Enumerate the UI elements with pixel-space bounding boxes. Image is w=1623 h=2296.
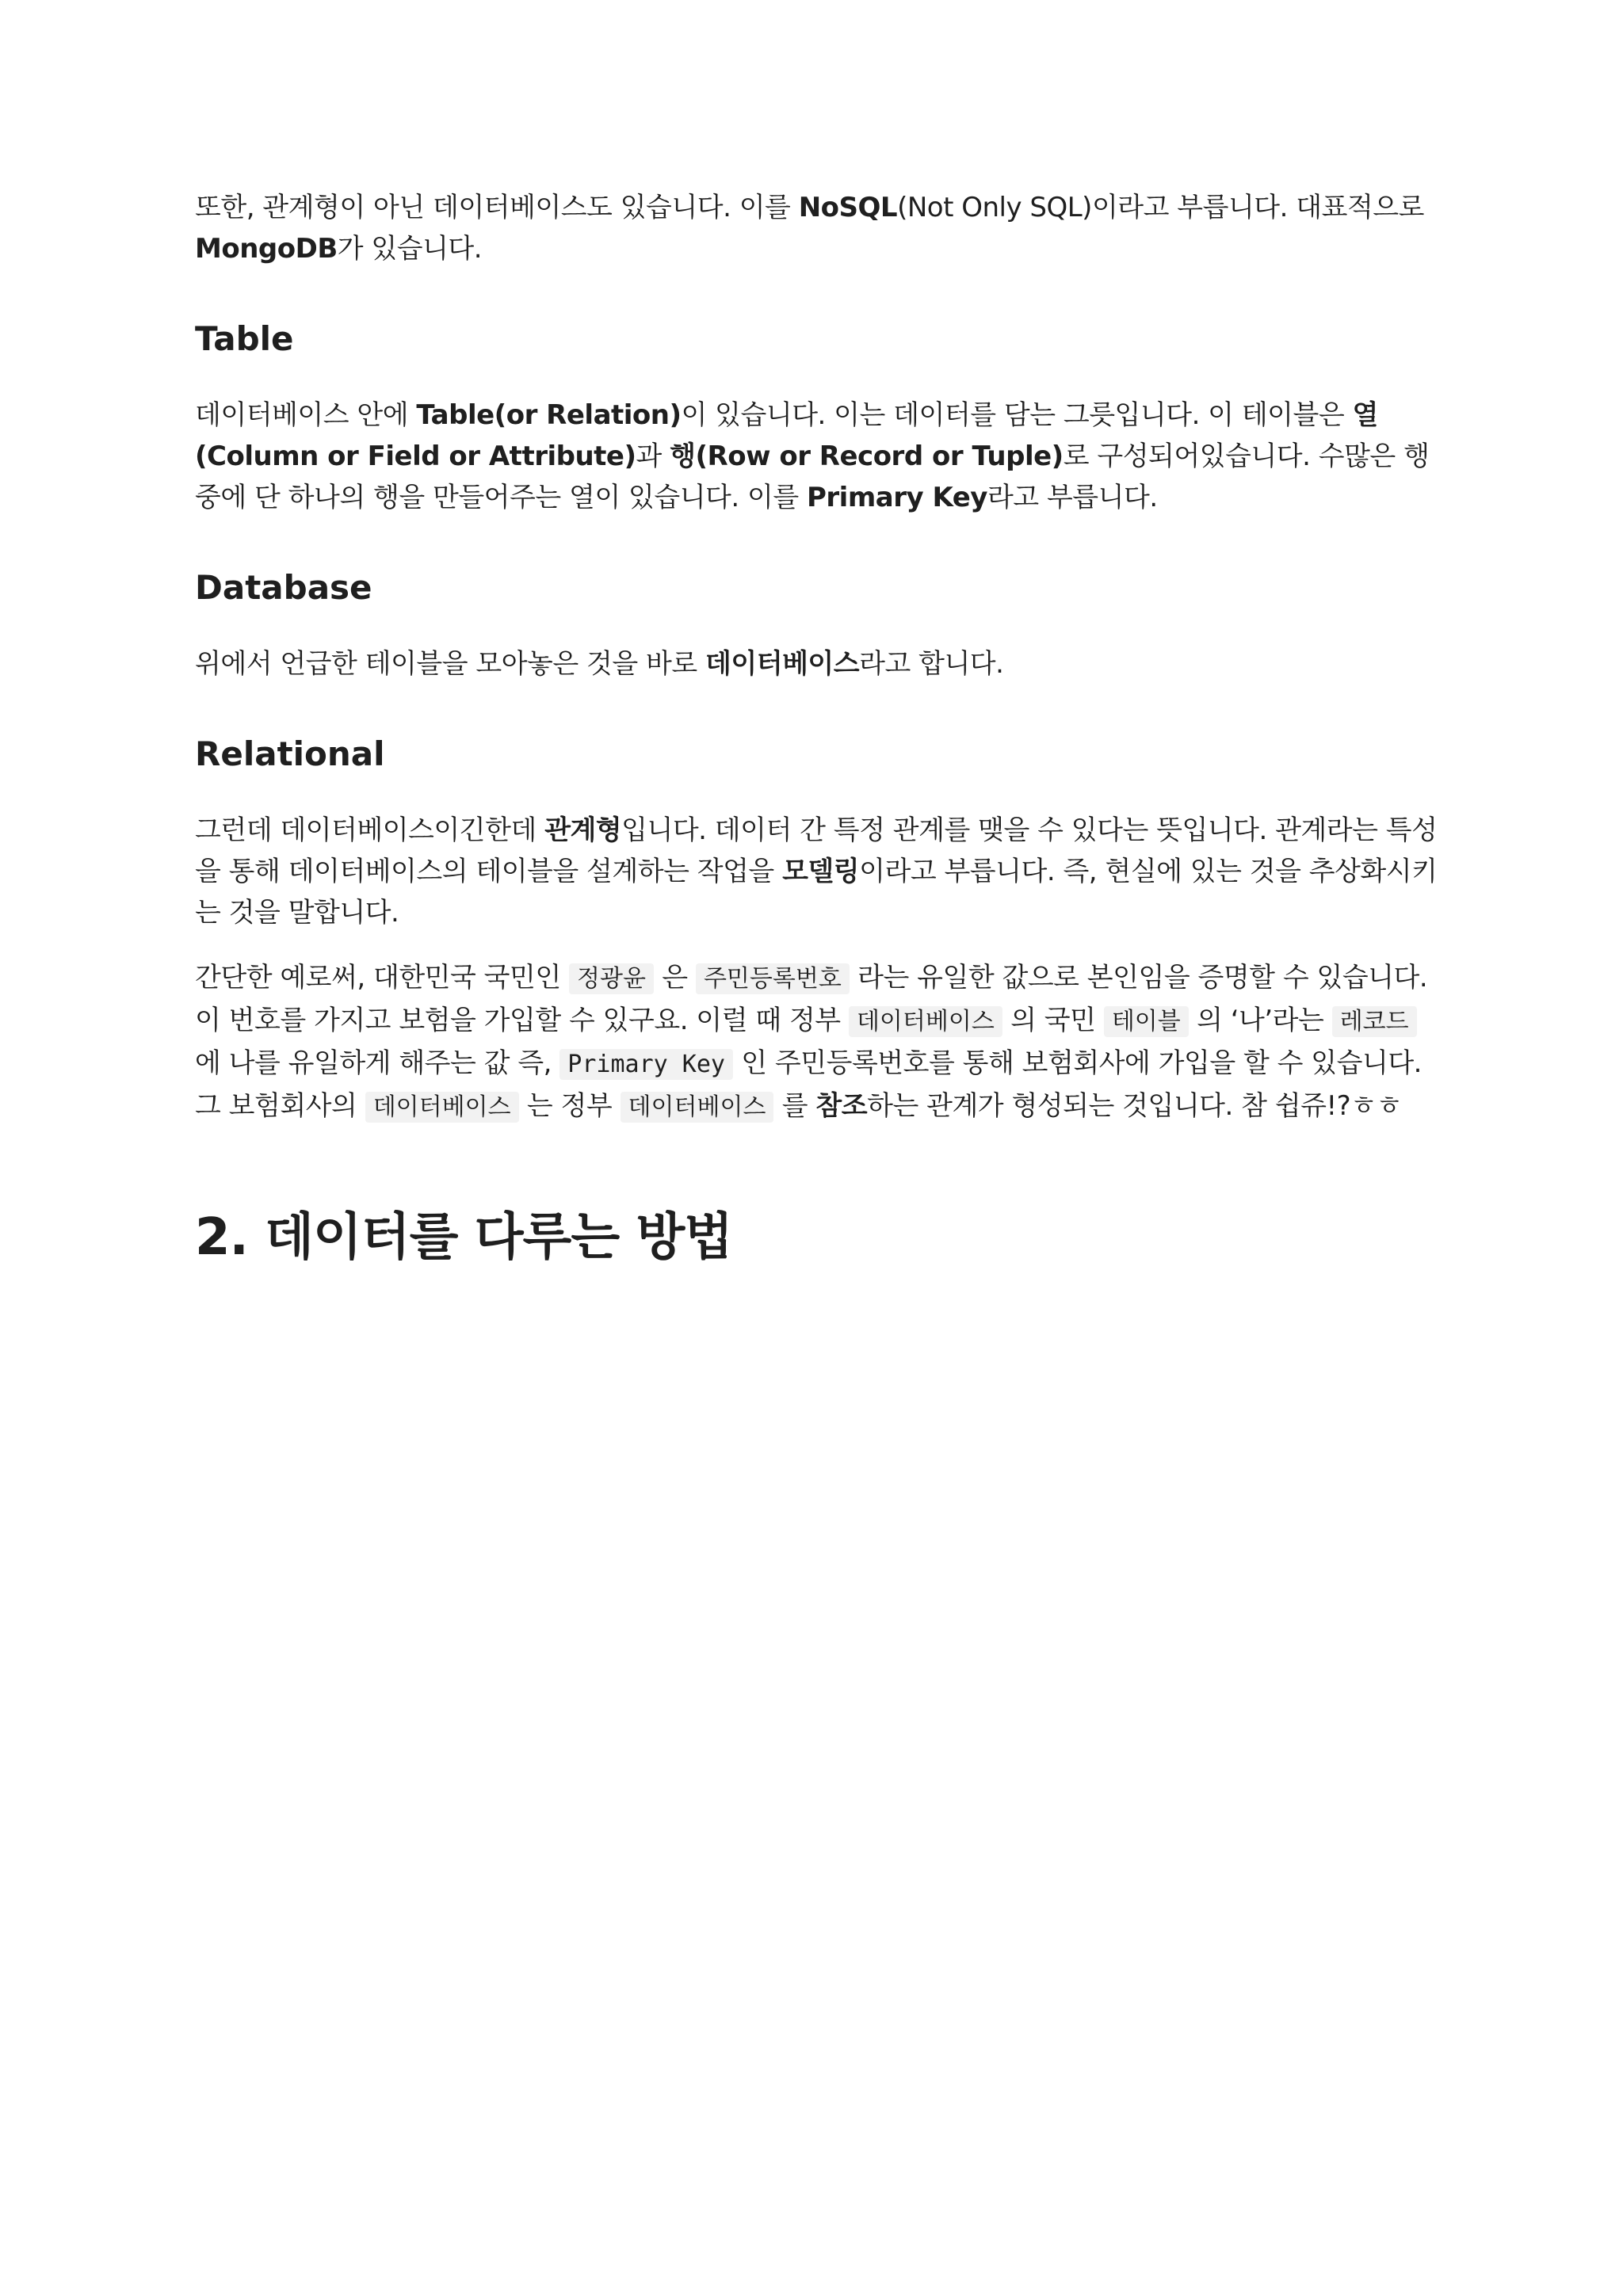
table-paragraph: 데이터베이스 안에 Table(or Relation)이 있습니다. 이는 데이터를 담는 그릇입니다. 이 테이블은 열(Column or Field or Attribute)과 행(Row or Record or Tuple)로 구성되어있습니다. 수많은 행 중에 단 하나의 행을 만들어주는 열이 있습니다. 이를 Primary Key라고 부릅니다. xyxy=(195,399,1430,513)
document-page xyxy=(195,187,1447,1271)
primary-key-term: Primary Key xyxy=(807,482,987,513)
inline-code: 테이블 xyxy=(1104,1006,1189,1037)
section-2-heading: 2. 데이터를 다루는 방법 xyxy=(195,1208,733,1267)
relational-heading: Relational xyxy=(195,734,385,773)
database-term: 데이터베이스 xyxy=(705,648,860,680)
relational-term: 관계형 xyxy=(544,814,622,846)
database-heading: Database xyxy=(195,568,372,607)
inline-code: 주민등록번호 xyxy=(696,963,850,994)
inline-code: 정광윤 xyxy=(569,963,654,994)
reference-term: 참조 xyxy=(815,1090,868,1122)
column-term: 열(Column or Field or Attribute) xyxy=(195,399,1378,472)
row-term: 행(Row or Record or Tuple) xyxy=(670,441,1064,472)
nosql-term: NoSQL xyxy=(798,192,898,223)
inline-code: 데이터베이스 xyxy=(365,1092,519,1123)
inline-code: 데이터베이스 xyxy=(621,1092,774,1123)
relational-paragraph-2: 간단한 예로써, 대한민국 국민인 정광윤 은 주민등록번호 라는 유일한 값으로 본인임을 증명할 수 있습니다. 이 번호를 가지고 보험을 가입할 수 있구요. 이럴 때 정부 데이터베이스 의 국민 테이블 의 ‘나’라는 레코드 에 나를 유일하게 해주는 값 즉, Primary Key 인 주민등록번호를 통해 보험회사에 가입을 할 수 있습니다. 그 보험회사의 데이터베이스 는 정부 데이터베이스 를 참조하는 관계가 형성되는 것입니다. 참 쉽쥬!?ㅎㅎ xyxy=(195,962,1428,1122)
inline-code: 데이터베이스 xyxy=(849,1006,1002,1037)
inline-code: Primary Key xyxy=(559,1049,733,1080)
database-paragraph: 위에서 언급한 테이블을 모아놓은 것을 바로 데이터베이스라고 합니다. xyxy=(195,648,1004,680)
inline-code: 레코드 xyxy=(1332,1006,1417,1037)
relational-paragraph-1: 그런데 데이터베이스이긴한데 관계형입니다. 데이터 간 특정 관계를 맺을 수 있다는 뜻입니다. 관계라는 특성을 통해 데이터베이스의 테이블을 설계하는 작업을 모델링이라고 부릅니다. 즉, 현실에 있는 것을 추상화시키는 것을 말합니다. xyxy=(195,814,1438,929)
mongodb-term: MongoDB xyxy=(195,233,338,265)
intro-paragraph: 또한, 관계형이 아닌 데이터베이스도 있습니다. 이를 NoSQL(Not Only SQL)이라고 부릅니다. 대표적으로 MongoDB가 있습니다. xyxy=(195,192,1424,265)
table-term: Table(or Relation) xyxy=(416,399,682,431)
table-heading: Table xyxy=(195,319,294,358)
modeling-term: 모델링 xyxy=(782,856,860,887)
